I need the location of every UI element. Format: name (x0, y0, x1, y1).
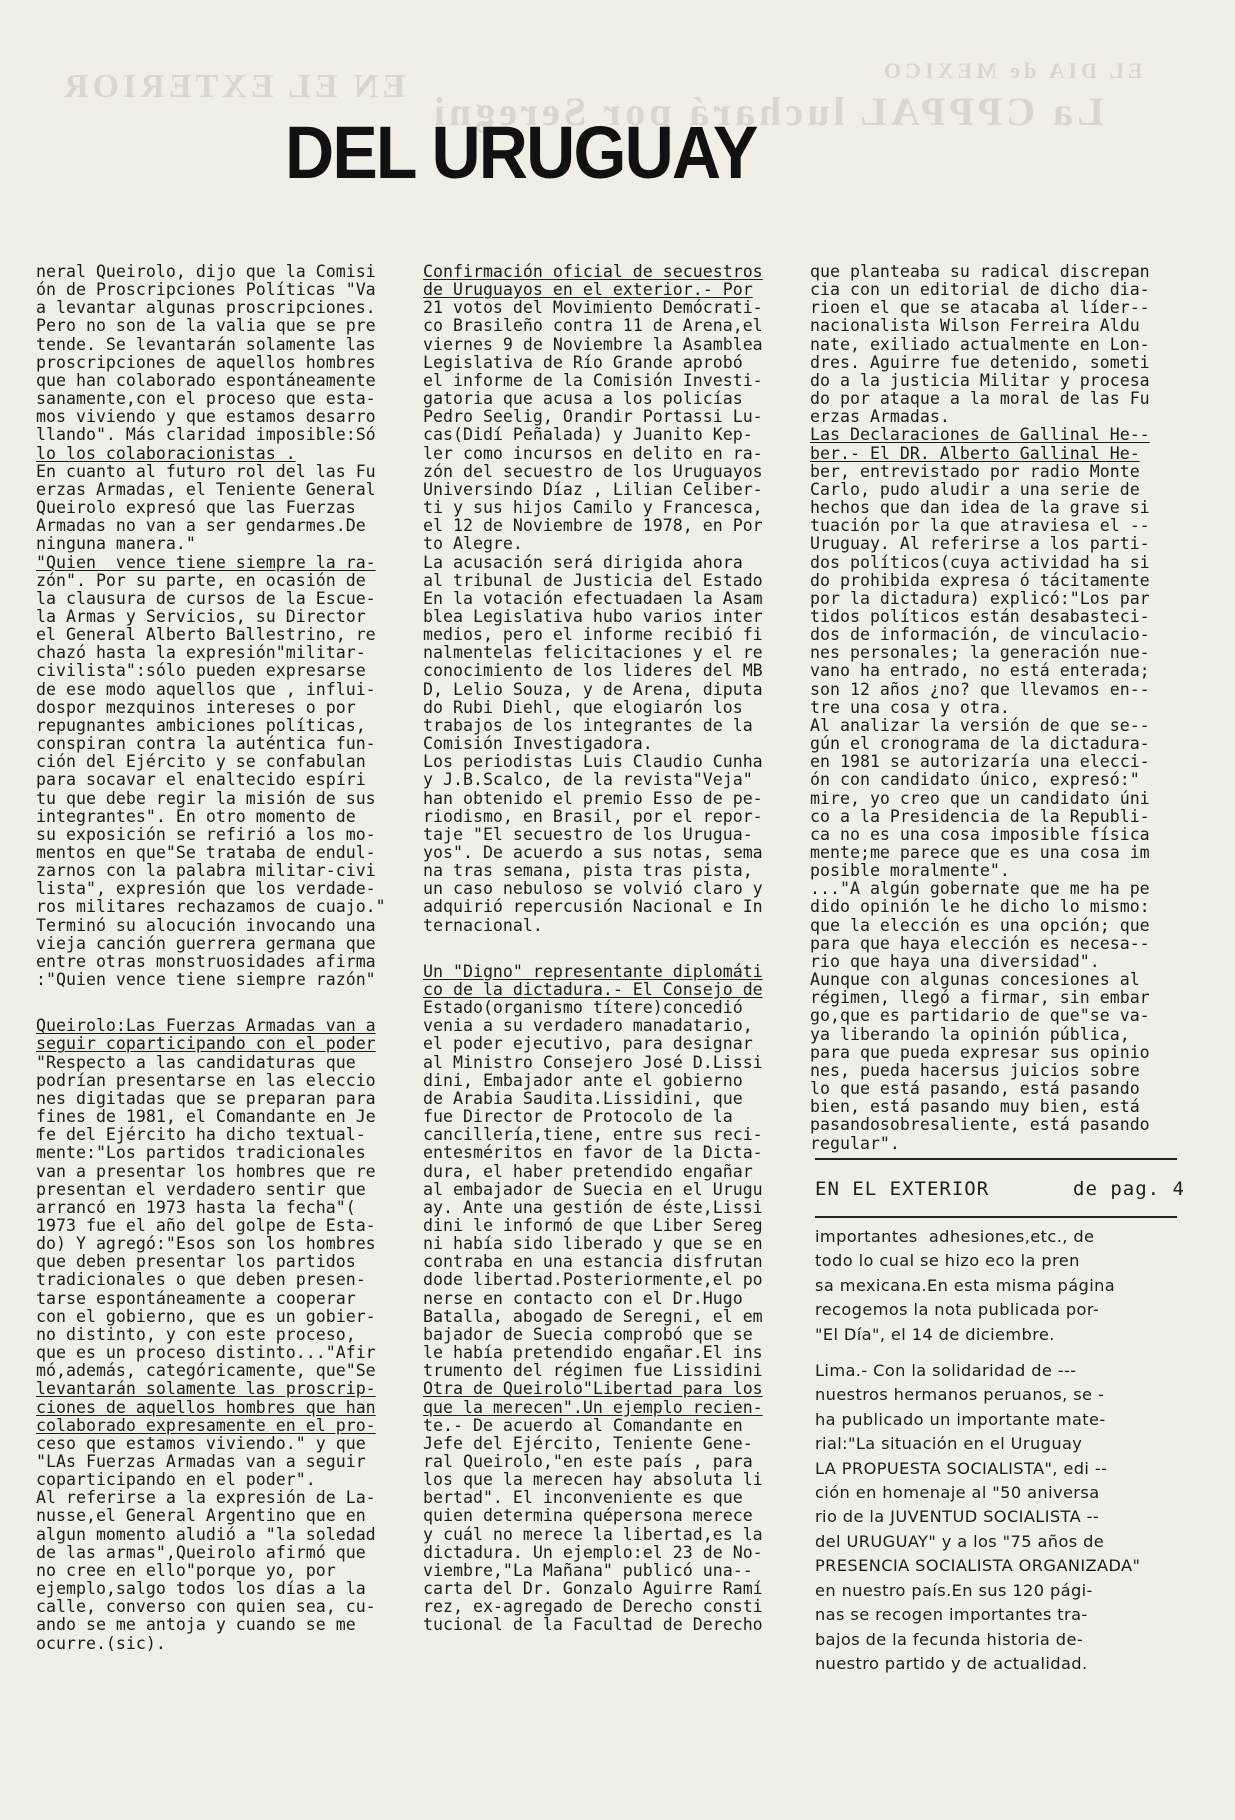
text-line: trumento del régimen fue Lissidini (423, 1361, 763, 1381)
text-line: son 12 años ¿no? que llevamos en-- (810, 679, 1150, 699)
text-line: coparticipando en el poder". (36, 1470, 316, 1490)
text-line: nas se recogen importantes tra- (815, 1605, 1088, 1625)
text-line: a levantar algunas proscripciones. (36, 298, 376, 318)
column-1 (36, 263, 406, 1653)
text-line: mente:"Los partidos tradicionales (36, 1143, 366, 1163)
text-line: blea Legislativa hubo varios inter (423, 606, 763, 626)
text-line: 1973 fue el año del golpe de Esta- (36, 1215, 376, 1235)
text-line: presentan el verdadero sentir que (36, 1179, 366, 1199)
text-line: do a la justicia Militar y procesa (810, 370, 1150, 390)
text-line: por la dictadura) explicó:"Los par (810, 588, 1150, 608)
text-line: adquirió repercusión Nacional e In (423, 897, 763, 917)
paragraph-gap (423, 935, 795, 963)
text-line: "El Día", el 14 de diciembre. (815, 1324, 1055, 1344)
text-line: bajador de Suecia comprobó que se (423, 1324, 753, 1344)
text-line: al embajador de Suecia en el Urugu (423, 1179, 763, 1199)
headline-line: Confirmación oficial de secuestros (423, 262, 763, 281)
text-line: na tras semana, pista tras pista, (423, 861, 753, 881)
text-line: lista", expresión que los verdade- (36, 879, 376, 899)
headline-line: Las Declaraciones de Gallinal He-- (810, 425, 1150, 445)
column-3 (810, 263, 1185, 1153)
text-line: Legislativa de Río Grande aprobó (423, 352, 743, 372)
text-line: tu que debe regir la misión de sus (36, 788, 376, 808)
text-line: integrantes". En otro momento de (36, 806, 356, 826)
text-line: do) Y agregó:"Esos son los hombres (36, 1234, 376, 1254)
text-line: Batalla, abogado de Seregni, el em (423, 1306, 763, 1326)
text-line: los que la merecen hay absoluta li (423, 1470, 763, 1490)
text-line: ya liberando la opinión pública, (810, 1024, 1130, 1044)
text-line: nes digitadas que se preparan para (36, 1088, 376, 1108)
text-line: Lima.- Con la solidaridad de --- (815, 1361, 1077, 1381)
text-line: calle, converso con quien sea, cu- (36, 1597, 376, 1617)
text-line: ni había sido liberado y que se en (423, 1234, 763, 1254)
text-line: conspiran contra la auténtica fun- (36, 734, 376, 754)
text-line: viembre,"La Mañana" publicó una-- (423, 1560, 753, 1580)
text-line: co Brasileño contra 11 de Arena,el (423, 316, 763, 336)
text-line: te.- De acuerdo al Comandante en (423, 1415, 743, 1435)
text-line: todo lo cual se hizo eco la pren (815, 1251, 1080, 1271)
text-line: pasandosobresaliente, está pasando (810, 1115, 1150, 1135)
text-line: bajos de la fecunda historia de- (815, 1629, 1084, 1649)
text-line: que planteaba su radical discrepan (810, 262, 1150, 281)
text-line: cancillería,tiene, entre sus reci- (423, 1125, 763, 1145)
text-line: go,que es partidario de que"se va- (810, 1006, 1150, 1026)
text-line: que es un proceso distinto..."Afir (36, 1343, 376, 1363)
text-line: sa mexicana.En esta misma página (815, 1275, 1116, 1295)
text-line: tidos políticos están desabasteci- (810, 606, 1150, 626)
headline-line: "Quien vence tiene siempre la ra- (36, 552, 376, 572)
text-line: to Alegre. (423, 534, 523, 554)
text-line: gatoria que acusa a los policías (423, 389, 743, 409)
column-2 (423, 263, 795, 1635)
text-line: fe del Ejército ha dicho textual- (36, 1125, 366, 1145)
text-line: En cuanto al futuro rol del las Fu (36, 461, 376, 481)
text-line: vano ha entrado, no está enterada; (810, 661, 1150, 681)
text-line: le había pretendido engañar.El ins (423, 1343, 763, 1363)
text-line: que deben presentar los partidos (36, 1252, 356, 1272)
text-line: Los periodistas Luis Claudio Cunha (423, 752, 763, 772)
text-line: dos políticos(cuya actividad ha si (810, 552, 1150, 572)
text-line: ..."A algún gobernate que me ha pe (810, 879, 1150, 899)
text-line: Pero no son de la valia que se pre (36, 316, 376, 336)
bleed-through-left-header: EN EL EXTERIOR (60, 68, 406, 105)
text-line: al Ministro Consejero José D.Lissi (423, 1052, 763, 1072)
text-line: de las armas",Queirolo afirmó que (36, 1542, 366, 1562)
text-line: cas(Didí Peñalada) y Juanito Kep- (423, 425, 753, 445)
column-3-divider (815, 1158, 1177, 1160)
continued-page-ref: de pag. 4 (1073, 1178, 1185, 1200)
continued-section-rule (815, 1216, 1177, 1218)
text-line: entre otras monstruosidades afirma (36, 951, 376, 971)
text-line: ha publicado un importante mate- (815, 1409, 1106, 1429)
text-line: que la elección es una opción; que (810, 915, 1150, 935)
text-line: do Rubi Diehl, que elogiarón los (423, 697, 743, 717)
text-line: PRESENCIA SOCIALISTA ORGANIZADA" (815, 1556, 1141, 1576)
text-line: no cree en ello"porque yo, por (36, 1560, 336, 1580)
text-line: nuestros hermanos peruanos, se - (815, 1385, 1105, 1405)
headline-line: lo los colaboracionistas . (36, 443, 296, 463)
text-line: ando se me antoja y cuando se me (36, 1615, 356, 1635)
continued-section-header (815, 1178, 1185, 1200)
text-line: rio que haya una diversidad". (810, 951, 1100, 971)
text-line: mentos en que"Se trataba de endul- (36, 843, 376, 862)
text-line: rioen el que se atacaba al líder-- (810, 298, 1150, 318)
text-line: vieja canción guerrera germana que (36, 933, 376, 953)
text-line: repugnantes ambiciones políticas, (36, 715, 366, 735)
text-line: fue Director de Protocolo de la (423, 1107, 733, 1127)
text-line: co a la Presidencia de la Republi- (810, 806, 1150, 826)
headline-line: levantarán solamente las proscrip- (36, 1379, 376, 1399)
text-line: nes, pueda hacersus juicios sobre (810, 1060, 1140, 1080)
text-line: bien, está pasando muy bien, está (810, 1097, 1140, 1117)
text-line: el informe de la Comisión Investi- (423, 370, 763, 390)
text-line: 21 votos del Movimiento Demócrati- (423, 298, 763, 318)
text-line: la clausura de cursos de la Escue- (36, 588, 376, 608)
text-line: ción del Ejército y se confabulan (36, 752, 366, 772)
text-line: ca no es una cosa imposible física (810, 824, 1150, 844)
text-line: erzas Armadas, el Teniente General (36, 479, 376, 499)
text-line: En la votación efectuadaen la Asam (423, 588, 763, 608)
continued-section-title: EN EL EXTERIOR (815, 1178, 990, 1200)
text-line: venia a su verdadero manadatario, (423, 1016, 753, 1036)
paragraph-gap (36, 989, 406, 1017)
text-line: Queirolo expresó que las Fuerzas (36, 498, 356, 518)
text-line: Uruguay. Al referirse a los parti- (810, 534, 1150, 554)
text-line: yos". De acuerdo a sus notas, sema (423, 843, 763, 862)
text-line: ral Queirolo,"en este país , para (423, 1452, 753, 1471)
text-line: rio de la JUVENTUD SOCIALISTA -- (815, 1507, 1100, 1527)
text-line: taje "El secuestro de los Urugua- (423, 824, 753, 844)
text-line: tucional de la Facultad de Derecho (423, 1615, 763, 1635)
text-line: zón". Por su parte, en ocasión de (36, 570, 366, 590)
text-line: de ese modo aquellos que , influi- (36, 679, 376, 699)
text-line: neral Queirolo, dijo que la Comisi (36, 262, 376, 281)
text-line: ón con candidato único, expresó:" (810, 770, 1140, 790)
text-line: tradicionales o que deben presen- (36, 1270, 366, 1290)
text-line: La acusación será dirigida ahora (423, 552, 743, 572)
text-line: ler como incursos en delito en ra- (423, 443, 763, 463)
text-line: van a presentar los hombres que re (36, 1161, 376, 1181)
text-line: ninguna manera." (36, 534, 196, 554)
text-line: nerse en contacto con el Dr.Hugo (423, 1288, 743, 1308)
text-line: quien determina quépersona merece (423, 1506, 753, 1526)
text-line: un caso nebuloso se volvió claro y (423, 879, 763, 899)
headline-line: de Uruguayos en el exterior.- Por (423, 280, 753, 300)
text-line: la Armas y Servicios, su Director (36, 606, 366, 626)
text-line: para que haya elección es necesa-- (810, 933, 1150, 953)
text-line: :"Quien vence tiene siempre razón" (36, 970, 376, 990)
headline-line: seguir coparticipando con el poder (36, 1034, 376, 1054)
text-line: en nuestro país.En sus 120 pági- (815, 1580, 1093, 1600)
text-line: civilista":sólo pueden expresarse (36, 661, 366, 681)
text-line: mente;me parece que es una cosa im (810, 843, 1150, 862)
text-line: para socavar el enaltecido espíri (36, 770, 366, 790)
text-line: nacionalista Wilson Ferreira Aldu (810, 316, 1140, 336)
text-line: ay. Ante una gestión de éste,Lissi (423, 1197, 763, 1217)
text-line: Universindo Díaz , Lilian Celiber- (423, 479, 763, 499)
text-line: régimen, llegó a firmar, sin embar (810, 988, 1150, 1008)
text-line: Pedro Seelig, Orandir Portassi Lu- (423, 407, 763, 427)
text-line: ber, entrevistado por radio Monte (810, 461, 1140, 481)
text-line: medios, pero el informe recibió fi (423, 625, 763, 645)
text-line: do por ataque a la moral de las Fu (810, 389, 1150, 409)
bleed-through-right-header: EL DIA de MEXICO (880, 58, 1143, 83)
text-line: importantes adhesiones,etc., de (815, 1227, 1095, 1246)
text-line: Al referirse a la expresión de La- (36, 1488, 376, 1508)
text-line: dido opinión le he dicho lo mismo: (810, 897, 1150, 917)
text-line: Jefe del Ejército, Teniente Gene- (423, 1433, 753, 1453)
text-line: zón del secuestro de los Uruguayos (423, 461, 763, 481)
text-line: para que pueda expresar sus opinio (810, 1042, 1150, 1062)
headline-line: colaborado expresamente en el pro- (36, 1415, 376, 1435)
text-line: contraba en una estancia disfrutan (423, 1252, 763, 1272)
text-line: erzas Armadas. (810, 407, 950, 427)
text-line: Terminó su alocución invocando una (36, 915, 376, 935)
text-line: riodismo, en Brasil, por el repor- (423, 806, 763, 826)
continued-section-body (815, 1225, 1185, 1676)
text-line: Carlo, pudo aludir a una serie de (810, 479, 1140, 499)
headline-line: ber.- El DR. Alberto Gallinal He- (810, 443, 1140, 463)
text-line: rial:"La situación en el Uruguay (815, 1434, 1083, 1454)
text-line: el poder ejecutivo, para designar (423, 1034, 753, 1054)
text-line: posible moralmente". (810, 861, 1010, 881)
text-line: dictadura. Un ejemplo:el 23 de No- (423, 1542, 763, 1562)
text-line: do prohibida expresa ó tácitamente (810, 570, 1150, 590)
text-line: mos viviendo y que estamos desarro (36, 407, 376, 427)
text-line: nate, exiliado actualmente en Lon- (810, 334, 1150, 354)
text-line: viernes 9 de Noviembre la Asamblea (423, 334, 763, 354)
headline-line: Un "Digno" representante diplomáti (423, 961, 763, 981)
headline-line: Otra de Queirolo"Libertad para los (423, 1379, 763, 1399)
text-line: y J.B.Scalco, de la revista"Veja" (423, 770, 753, 790)
text-line: Armadas no van a ser gendarmes.De (36, 516, 366, 536)
text-line: tuación por la que atraviesa el -- (810, 516, 1150, 536)
text-line: tarse espontáneamente a cooperar (36, 1288, 356, 1308)
text-line: tre una cosa y otra. (810, 697, 1010, 717)
bleed-through-right-title: La CPPPAL luchará por Seregni (430, 89, 1104, 134)
page-title: DEL URUGUAY (285, 111, 757, 194)
text-line: dura, el haber pretendido engañar (423, 1161, 753, 1181)
text-line: regular". (810, 1133, 900, 1153)
text-line: tende. Se levantarán solamente las (36, 334, 376, 354)
paragraph-gap (815, 1347, 1185, 1359)
text-line: carta del Dr. Gonzalo Aguirre Ramí (423, 1579, 763, 1599)
text-line: con el gobierno, que es un gobier- (36, 1306, 376, 1326)
text-line: de Arabia Saudita.Lissidini, que (423, 1088, 743, 1108)
text-line: lo que está pasando, está pasando (810, 1079, 1140, 1099)
headline-line: ciones de aquellos hombres que han (36, 1397, 376, 1417)
text-line: D, Lelio Souza, y de Arena, diputa (423, 679, 763, 699)
text-line: entesméritos en favor de la Dicta- (423, 1143, 763, 1163)
text-line: arrancó en 1973 hasta la fecha"( (36, 1197, 356, 1217)
text-line: nusse,el General Argentino que en (36, 1506, 366, 1526)
text-line: dini, Embajador ante el gobierno (423, 1070, 743, 1090)
text-line: algun momento aludió a "la soledad (36, 1524, 376, 1544)
text-line: dode libertad.Posteriormente,el po (423, 1270, 763, 1290)
text-line: dres. Aguirre fue detenido, someti (810, 352, 1150, 372)
text-line: no distinto, y con este proceso, (36, 1324, 356, 1344)
text-line: fines de 1981, el Comandante en Je (36, 1107, 376, 1127)
text-line: dos de información, de vinculacio- (810, 625, 1150, 645)
text-line: ternacional. (423, 915, 543, 935)
text-line: nes personales; la generación nue- (810, 643, 1150, 663)
text-line: Estado(organismo títere)concedió (423, 998, 743, 1018)
text-line: sanamente,con el proceso que esta- (36, 389, 376, 409)
text-line: trabajos de los integrantes de la (423, 715, 753, 735)
text-line: su exposición se refirió a los mo- (36, 824, 376, 844)
text-line: y cuál no merece la libertad,es la (423, 1524, 763, 1544)
text-line: nalmentelas felicitaciones y el re (423, 643, 763, 663)
text-line: gún el cronograma de la dictadura- (810, 734, 1150, 754)
text-line: Al analizar la versión de que se-- (810, 715, 1150, 735)
text-line: "Respecto a las candidaturas que (36, 1052, 356, 1072)
text-line: al tribunal de Justicia del Estado (423, 570, 763, 590)
text-line: proscripciones de aquellos hombres (36, 352, 376, 372)
text-line: dospor mezquinos intereses o por (36, 697, 356, 717)
text-line: en 1981 se autorizaría una elecci- (810, 752, 1150, 772)
text-line: del URUGUAY" y a los "75 años de (815, 1531, 1105, 1551)
text-line: el General Alberto Ballestrino, re (36, 625, 376, 645)
text-line: rez, ex-agregado de Derecho consti (423, 1597, 763, 1617)
text-line: conocimiento de los lideres del MB (423, 661, 763, 681)
text-line: hechos que dan idea de la grave si (810, 498, 1150, 518)
text-line: que han colaborado espontáneamente (36, 370, 376, 390)
text-line: mó,además, categóricamente, que"Se (36, 1361, 376, 1381)
headline-line: que la merecen".Un ejemplo recien- (423, 1397, 763, 1417)
text-line: ceso que estamos viviendo." y que (36, 1433, 366, 1453)
text-line: llando". Más claridad imposible:Só (36, 425, 376, 445)
text-line: cia con un editorial de dicho dia- (810, 280, 1150, 300)
text-line: ejemplo,salgo todos los días a la (36, 1579, 366, 1599)
text-line: Aunque con algunas concesiones al (810, 970, 1140, 990)
headline-line: Queirolo:Las Fuerzas Armadas van a (36, 1016, 376, 1036)
text-line: nuestro partido y de actualidad. (815, 1653, 1088, 1673)
text-line: LA PROPUESTA SOCIALISTA", edi -- (815, 1458, 1108, 1478)
text-line: ción en homenaje al "50 aniversa (815, 1483, 1100, 1503)
text-line: recogemos la nota publicada por- (815, 1300, 1100, 1320)
text-line: bertad". El inconveniente es que (423, 1488, 743, 1508)
text-line: ocurre.(sic). (36, 1633, 166, 1653)
text-line: mire, yo creo que un candidato úni (810, 788, 1150, 808)
text-line: chazó hasta la expresión"militar- (36, 643, 366, 663)
text-line: "LAs Fuerzas Armadas van a seguir (36, 1452, 366, 1471)
text-line: podrían presentarse en las eleccio (36, 1070, 376, 1090)
text-line: ón de Proscripciones Políticas "Va (36, 280, 376, 300)
text-line: ros militares rechazamos de cuajo." (36, 897, 386, 917)
text-line: Comisión Investigadora. (423, 734, 653, 754)
headline-line: co de la dictadura.- El Consejo de (423, 979, 763, 999)
text-line: el 12 de Noviembre de 1978, en Por (423, 516, 763, 536)
text-line: han obtenido el premio Esso de pe- (423, 788, 763, 808)
text-line: dini le informó de que Liber Sereg (423, 1215, 763, 1235)
text-line: ti y sus hijos Camilo y Francesca, (423, 498, 763, 518)
text-line: zarnos con la palabra militar-civi (36, 861, 376, 881)
